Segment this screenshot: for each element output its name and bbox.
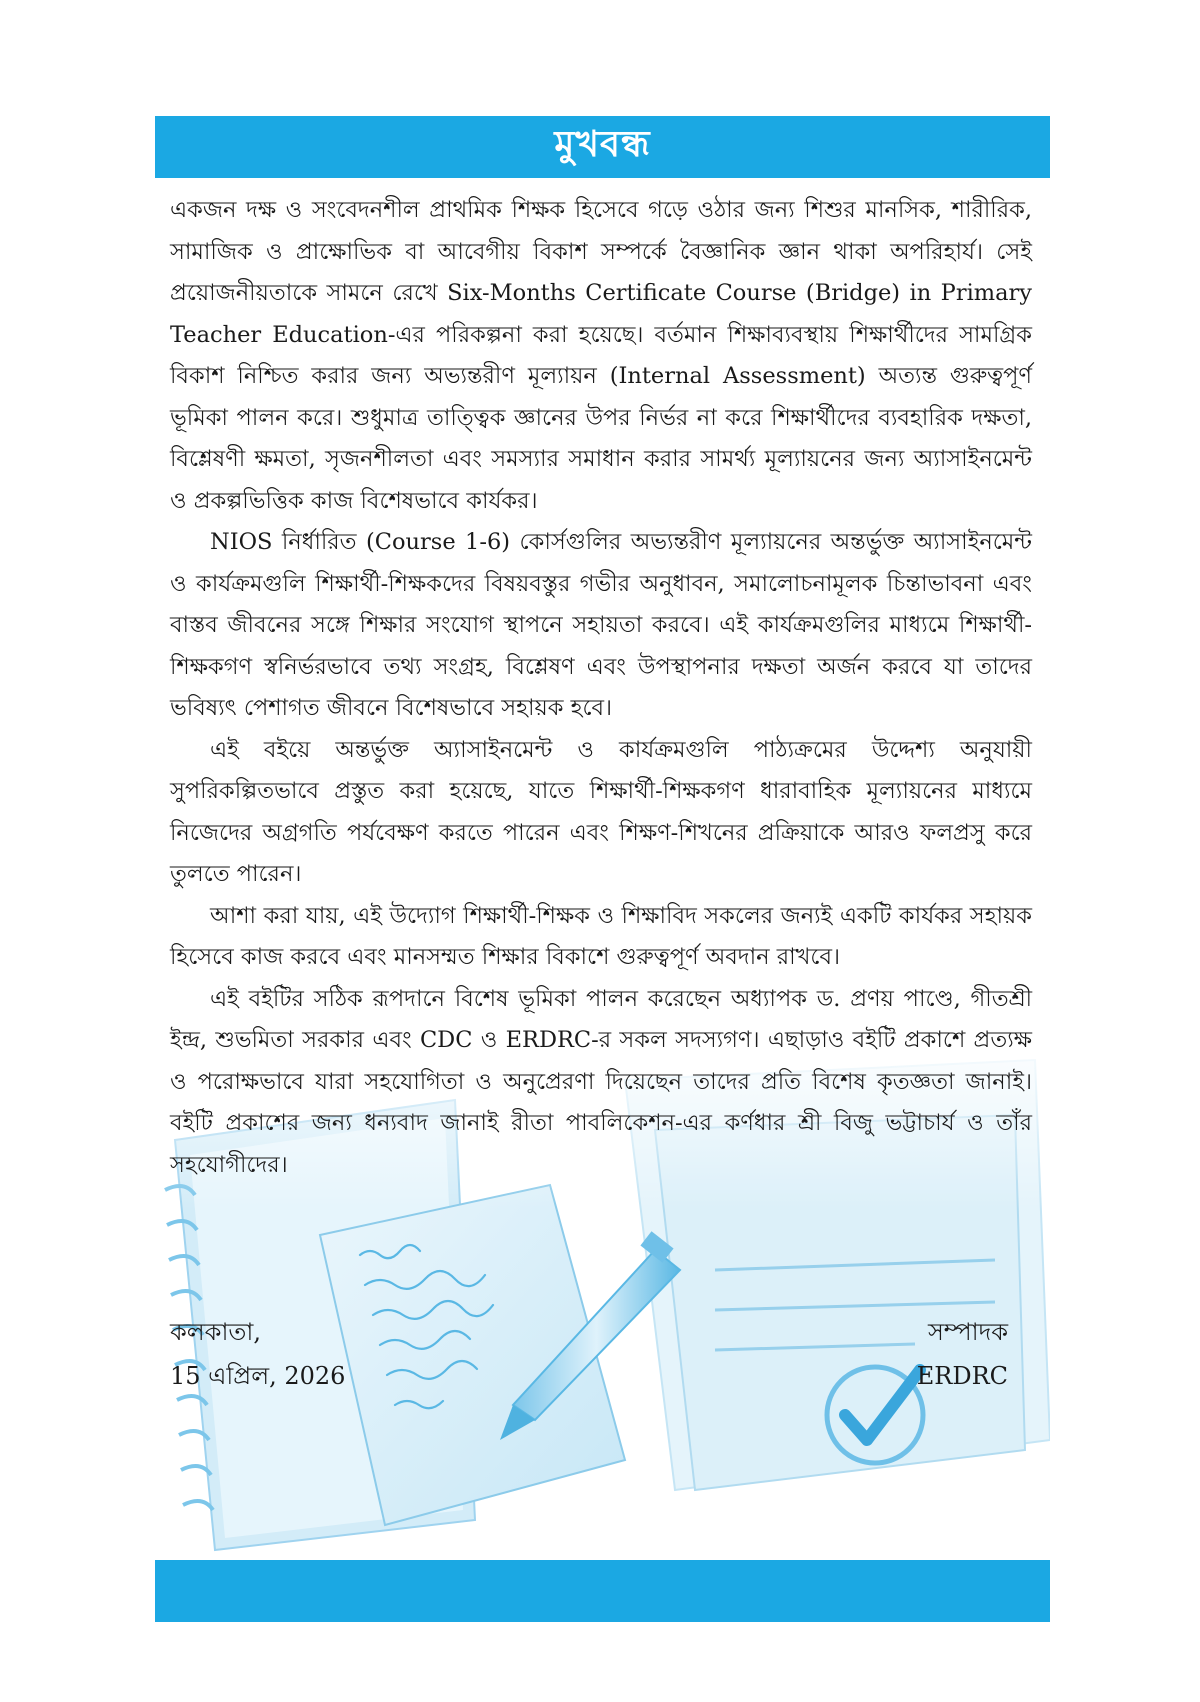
footer-band: [155, 1560, 1050, 1622]
place: কলকাতা,: [170, 1318, 262, 1346]
place-date-block: [170, 1310, 345, 1398]
paragraph: আশা করা যায়, এই উদ্যোগ শিক্ষার্থী-শিক্ষক ও শিক্ষাবিদ সকলের জন্যই একটি কার্যকর সহায়ক হিসেবে কাজ করবে এবং মানসম্মত শিক্ষার বিকাশে গুরুত্বপূর্ণ অবদান রাখবে।: [170, 902, 1032, 970]
paragraph: এই বইটির সঠিক রূপদানে বিশেষ ভূমিকা পালন করেছেন অধ্যাপক ড. প্রণয় পাণ্ডে, গীতশ্রী ইন্দ্র, শুভমিতা সরকার এবং CDC ও ERDRC-র সকল সদস্যগণ। এছাড়াও বইটি প্রকাশে প্রত্যক্ষ ও পরোক্ষভাবে যারা সহযোগিতা ও অনুপ্রেরণা দিয়েছেন তাদের প্রতি বিশেষ কৃতজ্ঞতা জানাই। বইটি প্রকাশের জন্য ধন্যবাদ জানাই রীতা পাবলিকেশন-এর কর্ণধার শ্রী বিজু ভট্টাচার্য ও তাঁর সহযোগীদের।: [170, 985, 1032, 1178]
signatory-block: [917, 1310, 1008, 1398]
date: 15 এপ্রিল, 2026: [170, 1362, 346, 1390]
paragraph: এই বইয়ে অন্তর্ভুক্ত অ্যাসাইনমেন্ট ও কার্যক্রমগুলি পাঠ্যক্রমের উদ্দেশ্য অনুযায়ী সুপরিকল্পিতভাবে প্রস্তুত করা হয়েছে, যাতে শিক্ষার্থী-শিক্ষকগণ ধারাবাহিক মূল্যায়নের মাধ্যমে নিজেদের অগ্রগতি পর্যবেক্ষণ করতে পারেন এবং শিক্ষণ-শিখনের প্রক্রিয়াকে আরও ফলপ্রসু করে তুলতে পারেন।: [170, 736, 1032, 887]
page-title: মুখবন্ধ: [554, 124, 651, 165]
signatory-org: ERDRC: [916, 1362, 1008, 1390]
header-band: [155, 116, 1050, 178]
preface-body: [170, 190, 1032, 1186]
paragraph: একজন দক্ষ ও সংবেদনশীল প্রাথমিক শিক্ষক হিসেবে গড়ে ওঠার জন্য শিশুর মানসিক, শারীরিক, সামাজিক ও প্রাক্ষোভিক বা আবেগীয় বিকাশ সম্পর্কে বৈজ্ঞানিক জ্ঞান থাকা অপরিহার্য। সেই প্রয়োজনীয়তাকে সামনে রেখে Six-Months Certificate Course (Bridge) in Primary Teacher Education-এর পরিকল্পনা করা হয়েছে। বর্তমান শিক্ষাব্যবস্থায় শিক্ষার্থীদের সামগ্রিক বিকাশ নিশ্চিত করার জন্য অভ্যন্তরীণ মূল্যায়ন (Internal Assessment) অত্যন্ত গুরুত্বপূর্ণ ভূমিকা পালন করে। শুধুমাত্র তাত্ত্বিক জ্ঞানের উপর নির্ভর না করে শিক্ষার্থীদের ব্যবহারিক দক্ষতা, বিশ্লেষণী ক্ষমতা, সৃজনশীলতা এবং সমস্যার সমাধান করার সামর্থ্য মূল্যায়নের জন্য অ্যাসাইনমেন্ট ও প্রকল্পভিত্তিক কাজ বিশেষভাবে কার্যকর।: [170, 197, 1032, 514]
paragraph: NIOS নির্ধারিত (Course 1-6) কোর্সগুলির অভ্যন্তরীণ মূল্যায়নের অন্তর্ভুক্ত অ্যাসাইনমেন্ট ও কার্যক্রমগুলি শিক্ষার্থী-শিক্ষকদের বিষয়বস্তুর গভীর অনুধাবন, সমালোচনামূলক চিন্তাভাবনা এবং বাস্তব জীবনের সঙ্গে শিক্ষার সংযোগ স্থাপনে সহায়তা করবে। এই কার্যক্রমগুলির মাধ্যমে শিক্ষার্থী-শিক্ষকগণ স্বনির্ভরভাবে তথ্য সংগ্রহ, বিশ্লেষণ এবং উপস্থাপনার দক্ষতা অর্জন করবে যা তাদের ভবিষ্যৎ পেশাগত জীবনে বিশেষভাবে সহায়ক হবে।: [170, 529, 1032, 721]
signatory-role: সম্পাদক: [927, 1318, 1008, 1346]
